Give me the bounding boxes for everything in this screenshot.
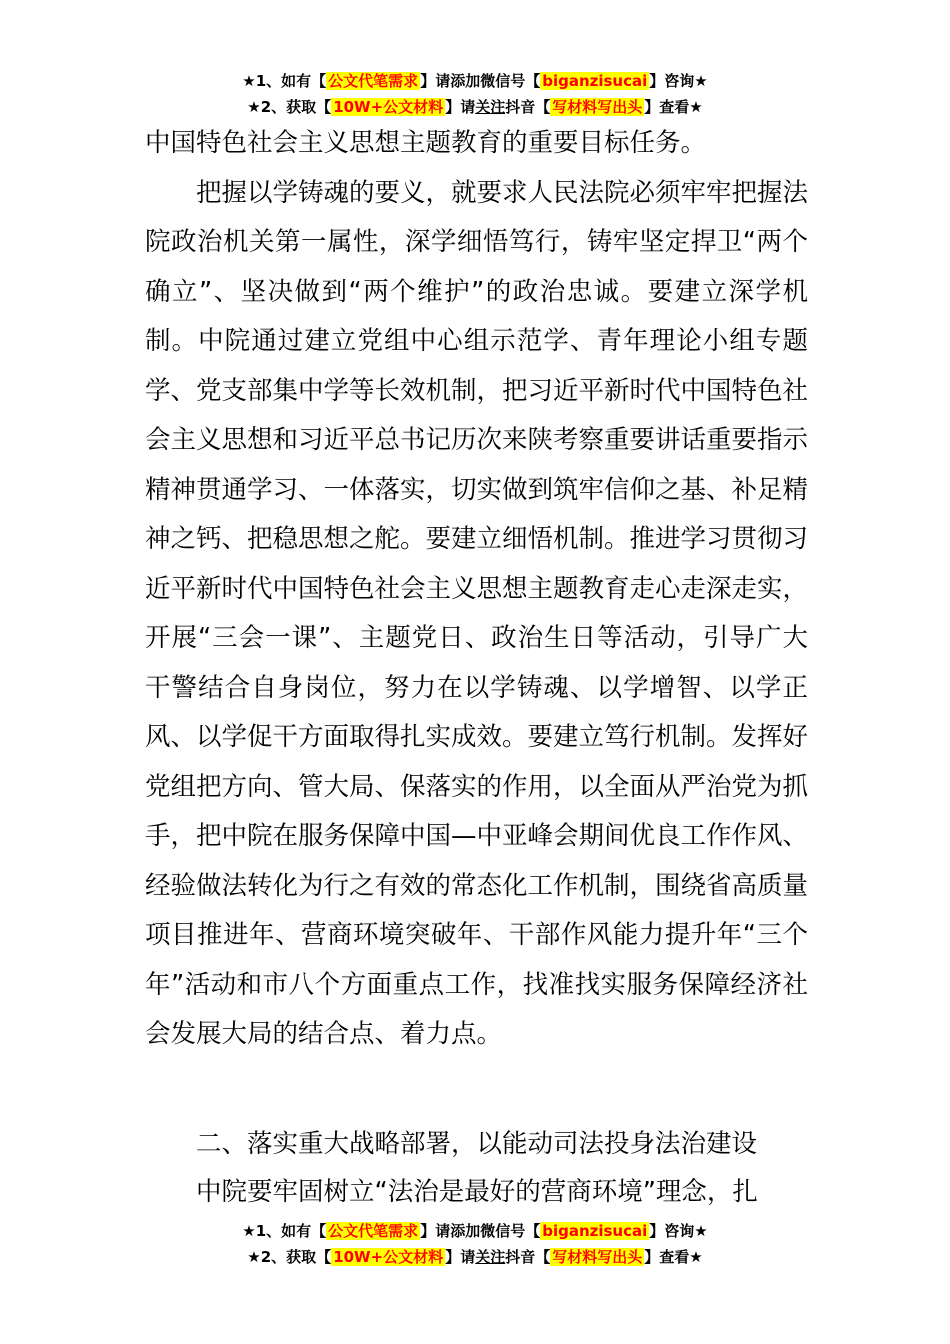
promo-line-2 — [0, 94, 950, 120]
promo-text: 】请添加微信号【 — [420, 72, 541, 90]
promo-text: ★1、如有【 — [242, 72, 327, 90]
paragraph: 中院要牢固树立“法治是最好的营商环境”理念，扎 — [196, 1177, 758, 1207]
promo-text: 】请 — [445, 1248, 476, 1266]
promo-line-1 — [0, 1218, 950, 1244]
promo-line-1 — [0, 68, 950, 94]
underlined-follow: 关注 — [475, 1248, 506, 1266]
document-body-tail — [145, 1168, 808, 1218]
promo-line-2 — [0, 1244, 950, 1270]
document-body — [145, 119, 808, 1060]
highlight-douyin: 写材料写出头 — [552, 98, 643, 116]
promo-text: 】查看★ — [644, 98, 703, 116]
highlight-service: 公文代笔需求 — [328, 1222, 419, 1240]
top-promo-banner — [0, 68, 950, 120]
highlight-materials: 10W+公文材料 — [333, 98, 444, 116]
promo-text: 抖音【 — [505, 98, 551, 116]
bottom-promo-banner — [0, 1218, 950, 1270]
promo-text: ★2、获取【 — [247, 98, 332, 116]
highlight-service: 公文代笔需求 — [328, 72, 419, 90]
highlight-douyin: 写材料写出头 — [552, 1248, 643, 1266]
promo-text: ★2、获取【 — [247, 1248, 332, 1266]
paragraph-continued: 中国特色社会主义思想主题教育的重要目标任务。 — [145, 128, 707, 158]
highlight-wechat-id: biganzisucai — [542, 1222, 648, 1240]
highlight-wechat-id: biganzisucai — [542, 72, 648, 90]
promo-text: 抖音【 — [505, 1248, 551, 1266]
underlined-follow: 关注 — [475, 98, 506, 116]
promo-text: 】请 — [445, 98, 476, 116]
promo-text: 】查看★ — [644, 1248, 703, 1266]
promo-text: ★1、如有【 — [242, 1222, 327, 1240]
promo-text: 】咨询★ — [649, 72, 708, 90]
highlight-materials: 10W+公文材料 — [333, 1248, 444, 1266]
promo-text: 】咨询★ — [649, 1222, 708, 1240]
promo-text: 】请添加微信号【 — [420, 1222, 541, 1240]
paragraph: 把握以学铸魂的要义，就要求人民法院必须牢牢把握法院政治机关第一属性，深学细悟笃行，铸牢坚定捍卫“两个确立”、坚决做到“两个维护”的政治忠诚。要建立深学机制。中院通过建立党组中心组示范学、青年理论小组专题学、党支部集中学等长效机制，把习近平新时代中国特色社会主义思想和习近平总书记历次来陕考察重要讲话重要指示精神贯通学习、一体落实，切实做到筑牢信仰之基、补足精神之钙、把稳思想之舵。要建立细悟机制。推进学习贯彻习近平新时代中国特色社会主义思想主题教育走心走深走实，开展“三会一课”、主题党日、政治生日等活动，引导广大干警结合自身岗位，努力在以学铸魂、以学增智、以学正风、以学促干方面取得扎实成效。要建立笃行机制。发挥好党组把方向、管大局、保落实的作用，以全面从严治党为抓手，把中院在服务保障中国—中亚峰会期间优良工作作风、经验做法转化为行之有效的常态化工作机制，围绕省高质量项目推进年、营商环境突破年、干部作风能力提升年“三个年”活动和市八个方面重点工作，找准找实服务保障经济社会发展大局的结合点、着力点。 — [145, 177, 809, 1049]
section-heading: 二、落实重大战略部署，以能动司法投身法治建设 — [196, 1129, 758, 1159]
